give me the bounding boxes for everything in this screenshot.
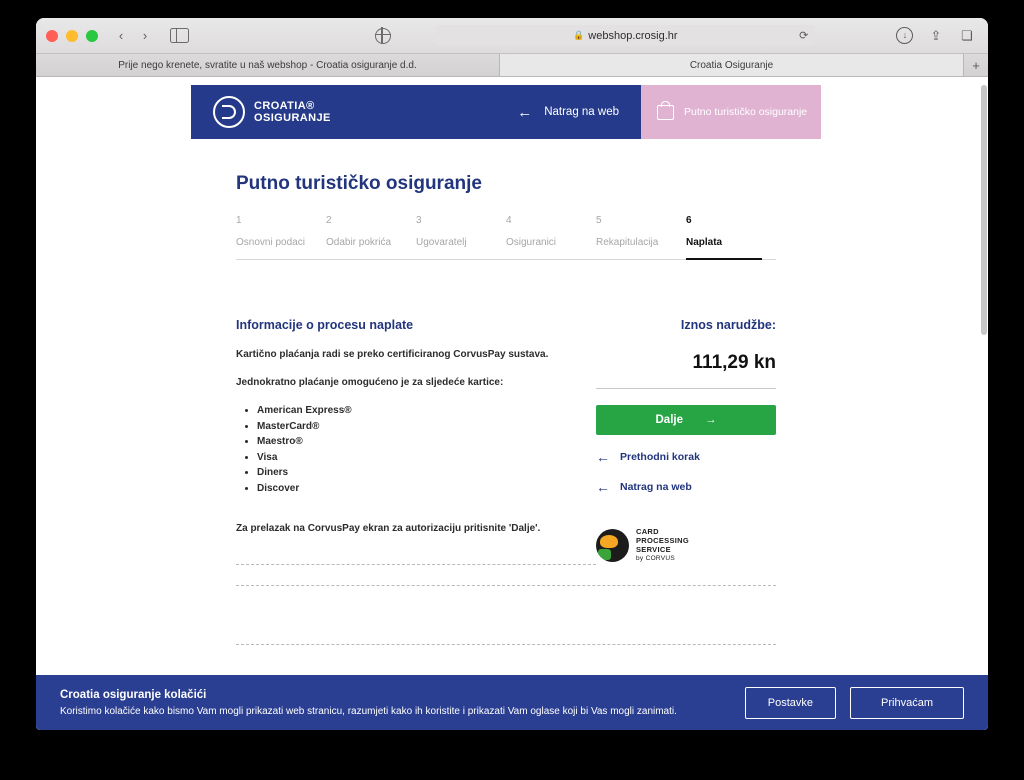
arrow-left-icon: ← [596,479,610,495]
step-5[interactable] [596,215,686,259]
logo-line-1: CROATIA® [254,100,315,112]
reload-icon[interactable]: ⟳ [799,30,809,42]
step-5-label: Rekapitulacija [596,237,659,248]
logo-line-2: OSIGURANJE [254,112,331,124]
product-tab-label: Putno turističko osiguranje [684,106,808,118]
previous-step-link[interactable] [596,449,776,465]
globe-icon[interactable] [370,25,396,47]
bag-icon [657,105,674,120]
page-title: Putno turističko osiguranje [236,173,482,194]
tab-1[interactable]: Croatia Osiguranje [500,54,964,76]
corvus-line-4: by CORVUS [636,555,676,562]
back-to-web-label: Natrag na web [620,481,692,493]
minimize-window-button[interactable] [66,30,78,42]
next-button[interactable] [596,405,776,435]
url-text: webshop.crosig.hr [588,29,678,42]
payment-info-column [236,318,596,565]
downloads-icon[interactable]: ↓ [894,25,916,47]
list-item: • American Express® [257,405,596,416]
corvus-badge-text [636,527,689,563]
address-bar[interactable] [435,25,815,46]
step-6-number: 6 [686,215,692,226]
list-item: • Visa [257,452,596,463]
logo[interactable] [213,96,331,128]
tabs-overview-icon[interactable]: ❏ [961,27,973,43]
cookie-buttons [745,687,964,719]
step-6[interactable] [686,215,776,259]
site-header [191,85,821,139]
lock-icon: 🔒 [573,30,585,40]
list-item: • MasterCard® [257,421,596,432]
close-window-button[interactable] [46,30,58,42]
divider-2 [236,585,776,586]
toolbar-right[interactable] [894,25,978,47]
new-tab-button[interactable]: + [972,57,980,73]
step-1-label: Osnovni podaci [236,237,305,248]
page-body [191,173,821,697]
tab-strip[interactable] [36,54,988,77]
corvus-pay-badge [596,527,776,563]
step-3-number: 3 [416,215,422,226]
step-2[interactable] [326,215,416,259]
payment-paragraph-2: Jednokratno plaćanje omogućeno je za sljedeće kartice: [236,377,504,388]
divider-1 [236,564,596,565]
step-4[interactable] [506,215,596,259]
step-4-number: 4 [506,215,512,226]
scrollbar-thumb[interactable] [981,85,987,335]
cookie-title: Croatia osiguranje kolačići [60,689,207,701]
arrow-right-icon: → [705,414,717,426]
step-2-number: 2 [326,215,332,226]
step-4-label: Osiguranici [506,237,557,248]
window-controls[interactable] [46,30,98,42]
browser-titlebar [36,18,988,54]
share-icon[interactable]: ⇪ [930,27,942,43]
accepted-cards-list [236,405,596,494]
arrow-left-icon: ← [596,449,610,465]
corvus-line-3: SERVICE [636,545,671,554]
list-item: • Discover [257,483,596,494]
maximize-window-button[interactable] [86,30,98,42]
corvus-line-1: CARD [636,527,659,536]
step-3-label: Ugovaratelj [416,237,467,248]
corvus-logo-icon [596,529,629,562]
site-content [191,77,821,697]
corvus-line-2: PROCESSING [636,536,690,545]
browser-window [36,18,988,730]
step-1[interactable] [236,215,326,259]
list-item: • Maestro® [257,436,596,447]
back-icon[interactable]: ‹ [118,28,124,43]
step-6-label: Naplata [686,237,723,248]
list-item: • Diners [257,467,596,478]
tab-0[interactable]: Prije nego krenete, svratite u naš webshop - Croatia osiguranje d.d. [36,54,500,76]
forward-icon[interactable]: › [142,28,148,43]
step-3[interactable] [416,215,506,259]
cookie-settings-button[interactable]: Postavke [745,687,836,719]
divider-3 [236,644,776,645]
step-indicator [236,215,776,260]
step-2-label: Odabir pokrića [326,237,392,248]
brand-bar [191,85,641,139]
order-summary-column [596,318,776,565]
logo-text [254,100,331,124]
cookie-text [60,689,677,717]
header-back-to-web-link[interactable] [517,104,619,121]
header-back-label: Natrag na web [544,106,619,118]
nav-buttons[interactable] [110,25,156,47]
step-5-number: 5 [596,215,602,226]
amount-value: 111,29 kn [596,352,776,389]
cookie-banner [36,675,988,730]
sidebar-toggle-icon[interactable] [166,26,192,46]
step-1-number: 1 [236,215,242,226]
main-columns [236,318,776,565]
previous-step-label: Prethodni korak [620,451,700,463]
payment-note: Za prelazak na CorvusPay ekran za autorizaciju pritisnite 'Dalje'. [236,522,541,534]
amount-label: Iznos narudžbe: [680,318,776,332]
cookie-accept-button[interactable]: Prihvaćam [850,687,964,719]
product-tab[interactable] [641,85,821,139]
croatia-osiguranje-logo-icon [213,96,245,128]
back-to-web-link[interactable] [596,479,776,495]
next-button-label: Dalje [655,414,683,426]
payment-paragraph-1: Kartično plaćanja radi se preko certificiranog CorvusPay sustava. [236,349,549,360]
arrow-left-icon: ← [517,103,533,121]
page-viewport [36,77,988,730]
section-title: Informacije o procesu naplate [236,318,414,332]
cookie-description: Koristimo kolačiće kako bismo Vam mogli prikazati web stranicu, razumjeti kako ih koristite i prikazati Vam oglase koji bi Vas mogli zanimati. [60,706,677,717]
page-scrollbar[interactable] [980,77,988,730]
